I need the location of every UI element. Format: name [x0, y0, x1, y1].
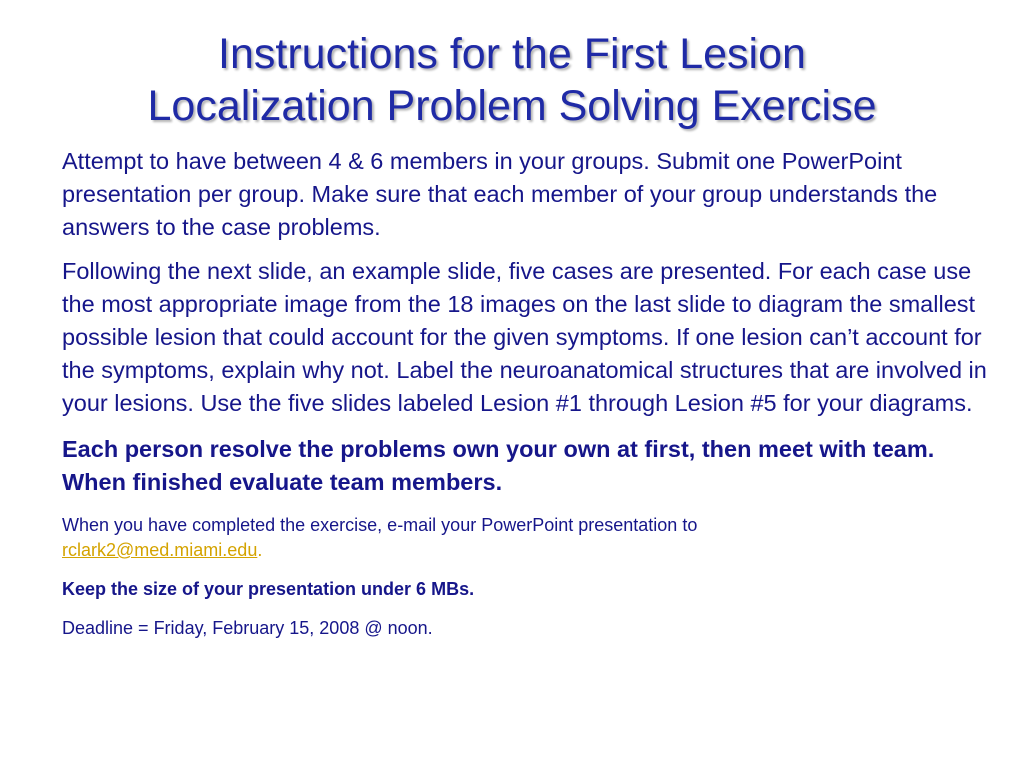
slide-title-line-1: Instructions for the First Lesion [218, 30, 806, 78]
slide-title [40, 28, 984, 132]
slide-title-line-2: Localization Problem Solving Exercise [147, 82, 877, 130]
submission-paragraph [62, 513, 992, 563]
size-limit-note: Keep the size of your presentation under 6 MBs. [62, 579, 475, 599]
group-size-paragraph: Attempt to have between 4 & 6 members in your groups. Submit one PowerPoint presentation per group. Make sure that each member of your group understands the answers to the case problems. [62, 148, 938, 240]
email-link[interactable]: rclark2@med.miami.edu [62, 540, 258, 560]
slide-body [62, 145, 992, 641]
email-period: . [257, 540, 263, 560]
deadline-text: Deadline = Friday, February 15, 2008 @ noon. [62, 618, 433, 638]
case-instructions-paragraph: Following the next slide, an example slide, five cases are presented. For each case use the most appropriate image from the 18 images on the last slide to diagram the smallest possible lesion that could account for the given symptoms. If one lesion can’t account for the symptoms, explain why not. Label the neuroanatomical structures that are involved in your lesions. Use the five slides labeled Lesion #1 through Lesion #5 for your diagrams. [62, 258, 987, 416]
individual-work-paragraph: Each person resolve the problems own your own at first, then meet with team. When finished evaluate team members. [62, 436, 935, 495]
submission-text: When you have completed the exercise, e-mail your PowerPoint presentation to [62, 515, 698, 535]
